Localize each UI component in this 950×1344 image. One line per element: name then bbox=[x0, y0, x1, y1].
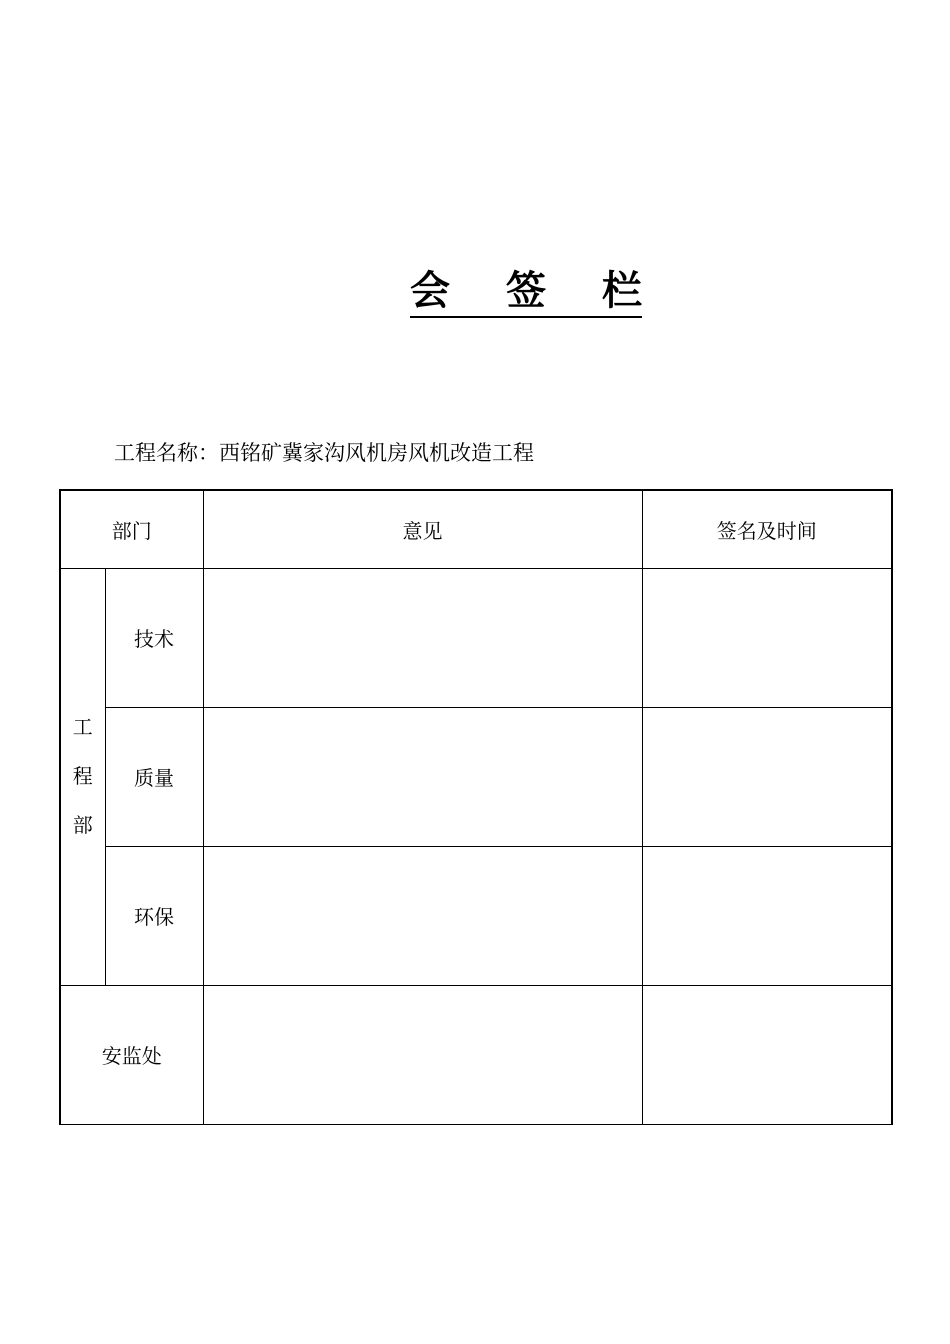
table-row bbox=[60, 568, 892, 707]
page-title bbox=[410, 268, 642, 318]
opinion-cell[interactable] bbox=[203, 707, 642, 846]
opinion-cell[interactable] bbox=[203, 846, 642, 985]
project-name-label: 工程名称： bbox=[114, 441, 219, 465]
sign-table bbox=[59, 489, 893, 1125]
opinion-cell[interactable] bbox=[203, 985, 642, 1124]
signature-cell[interactable] bbox=[642, 985, 892, 1124]
opinion-cell[interactable] bbox=[203, 568, 642, 707]
department-cell: 安监处 bbox=[60, 985, 203, 1124]
group-label-char: 工 bbox=[72, 715, 93, 739]
table-row bbox=[60, 707, 892, 846]
title-char: 会 bbox=[410, 267, 450, 314]
table-row bbox=[60, 846, 892, 985]
title-char: 栏 bbox=[602, 267, 642, 314]
group-label-char: 部 bbox=[72, 813, 93, 837]
group-label-engineering bbox=[60, 568, 105, 985]
project-name-line bbox=[114, 438, 534, 468]
signature-cell[interactable] bbox=[642, 707, 892, 846]
project-name-value: 西铭矿冀家沟风机房风机改造工程 bbox=[219, 441, 534, 465]
table-row bbox=[60, 985, 892, 1124]
header-opinion: 意见 bbox=[203, 490, 642, 568]
department-cell: 环保 bbox=[105, 846, 203, 985]
title-char: 签 bbox=[506, 267, 546, 314]
department-cell: 质量 bbox=[105, 707, 203, 846]
table-header-row bbox=[60, 490, 892, 568]
signature-cell[interactable] bbox=[642, 846, 892, 985]
group-label-char: 程 bbox=[72, 764, 93, 788]
group-label-text bbox=[73, 703, 93, 850]
department-cell: 技术 bbox=[105, 568, 203, 707]
header-department: 部门 bbox=[60, 490, 203, 568]
header-signature: 签名及时间 bbox=[642, 490, 892, 568]
signature-cell[interactable] bbox=[642, 568, 892, 707]
